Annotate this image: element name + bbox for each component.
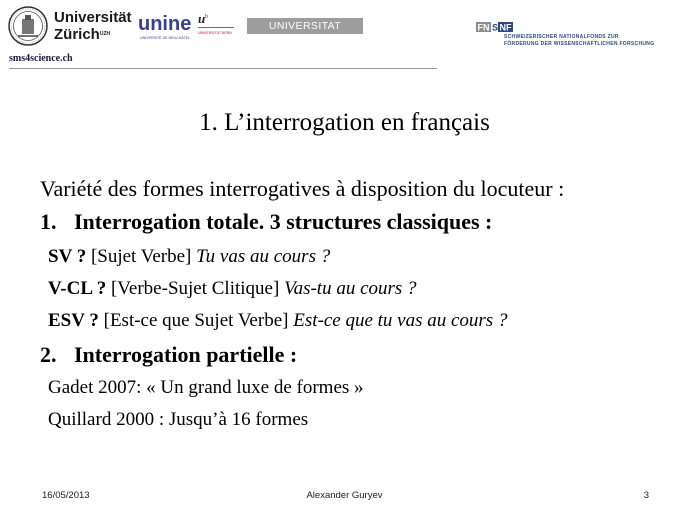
example-sentence: Est-ce que tu vas au cours ? <box>293 310 508 331</box>
leipzig-logo: UNIVERSITAT LEIPZIG <box>247 18 363 34</box>
uzh-line-2: Zürich <box>54 26 100 43</box>
section-2-number: 2. <box>40 342 57 367</box>
svg-text:S: S <box>492 22 499 33</box>
section-1-title: Interrogation totale. 3 structures classiques : <box>74 209 493 234</box>
slide-title: 1. L’interrogation en français <box>199 109 490 136</box>
example-esv <box>48 310 507 332</box>
reference-gadet: Gadet 2007: « Un grand luxe de formes » <box>48 377 364 398</box>
unine-logo <box>138 10 192 46</box>
uzh-line-1: Universität <box>54 9 132 26</box>
snf-line-1: SCHWEIZERISCHER NATIONALFONDS ZUR <box>504 34 619 40</box>
header-divider <box>9 68 437 69</box>
site-link[interactable]: sms4science.ch <box>9 53 73 64</box>
unine-wordmark: unine <box>138 13 192 35</box>
snf-line-2: FÖRDERUNG DER WISSENSCHAFTLICHEN FORSCHUNG <box>504 40 655 47</box>
example-label: SV ? <box>48 246 87 267</box>
uzh-seal-logo <box>8 6 48 46</box>
snf-left: FN <box>477 22 490 33</box>
section-1-heading <box>40 209 492 235</box>
unine-subtitle: UNIVERSITÉ DE NEUCHÂTEL <box>140 36 191 40</box>
snf-text <box>504 34 654 47</box>
footer-page-number: 3 <box>643 490 649 501</box>
snf-right: NF <box>499 22 512 33</box>
footer-author: Alexander Guryev <box>306 490 383 501</box>
example-sv <box>48 246 330 268</box>
example-label: ESV ? <box>48 310 99 331</box>
section-1-number: 1. <box>40 209 57 234</box>
unibe-mark: u <box>198 11 206 26</box>
intro-line: Variété des formes interrogatives à disposition du locuteur : <box>40 176 565 201</box>
example-vcl <box>48 278 417 300</box>
example-label: V-CL ? <box>48 278 107 299</box>
section-2-title: Interrogation partielle : <box>74 342 298 367</box>
uzh-wordmark <box>54 9 132 43</box>
example-sentence: Tu vas au cours ? <box>196 246 331 267</box>
uzh-sup: UZH <box>99 31 111 37</box>
unibe-subtitle: UNIVERSITÄT BERN <box>198 31 232 35</box>
example-structure: [Est-ce que Sujet Verbe] <box>103 310 289 331</box>
footer-date: 16/05/2013 <box>42 490 90 501</box>
example-structure: [Sujet Verbe] <box>90 246 192 267</box>
svg-text:b: b <box>205 14 208 20</box>
example-sentence: Vas-tu au cours ? <box>284 278 417 299</box>
reference-quillard: Quillard 2000 : Jusqu’à 16 formes <box>48 409 309 430</box>
unibe-logo <box>196 10 236 44</box>
example-structure: [Verbe-Sujet Clitique] <box>110 278 280 299</box>
section-2-heading <box>40 342 297 368</box>
